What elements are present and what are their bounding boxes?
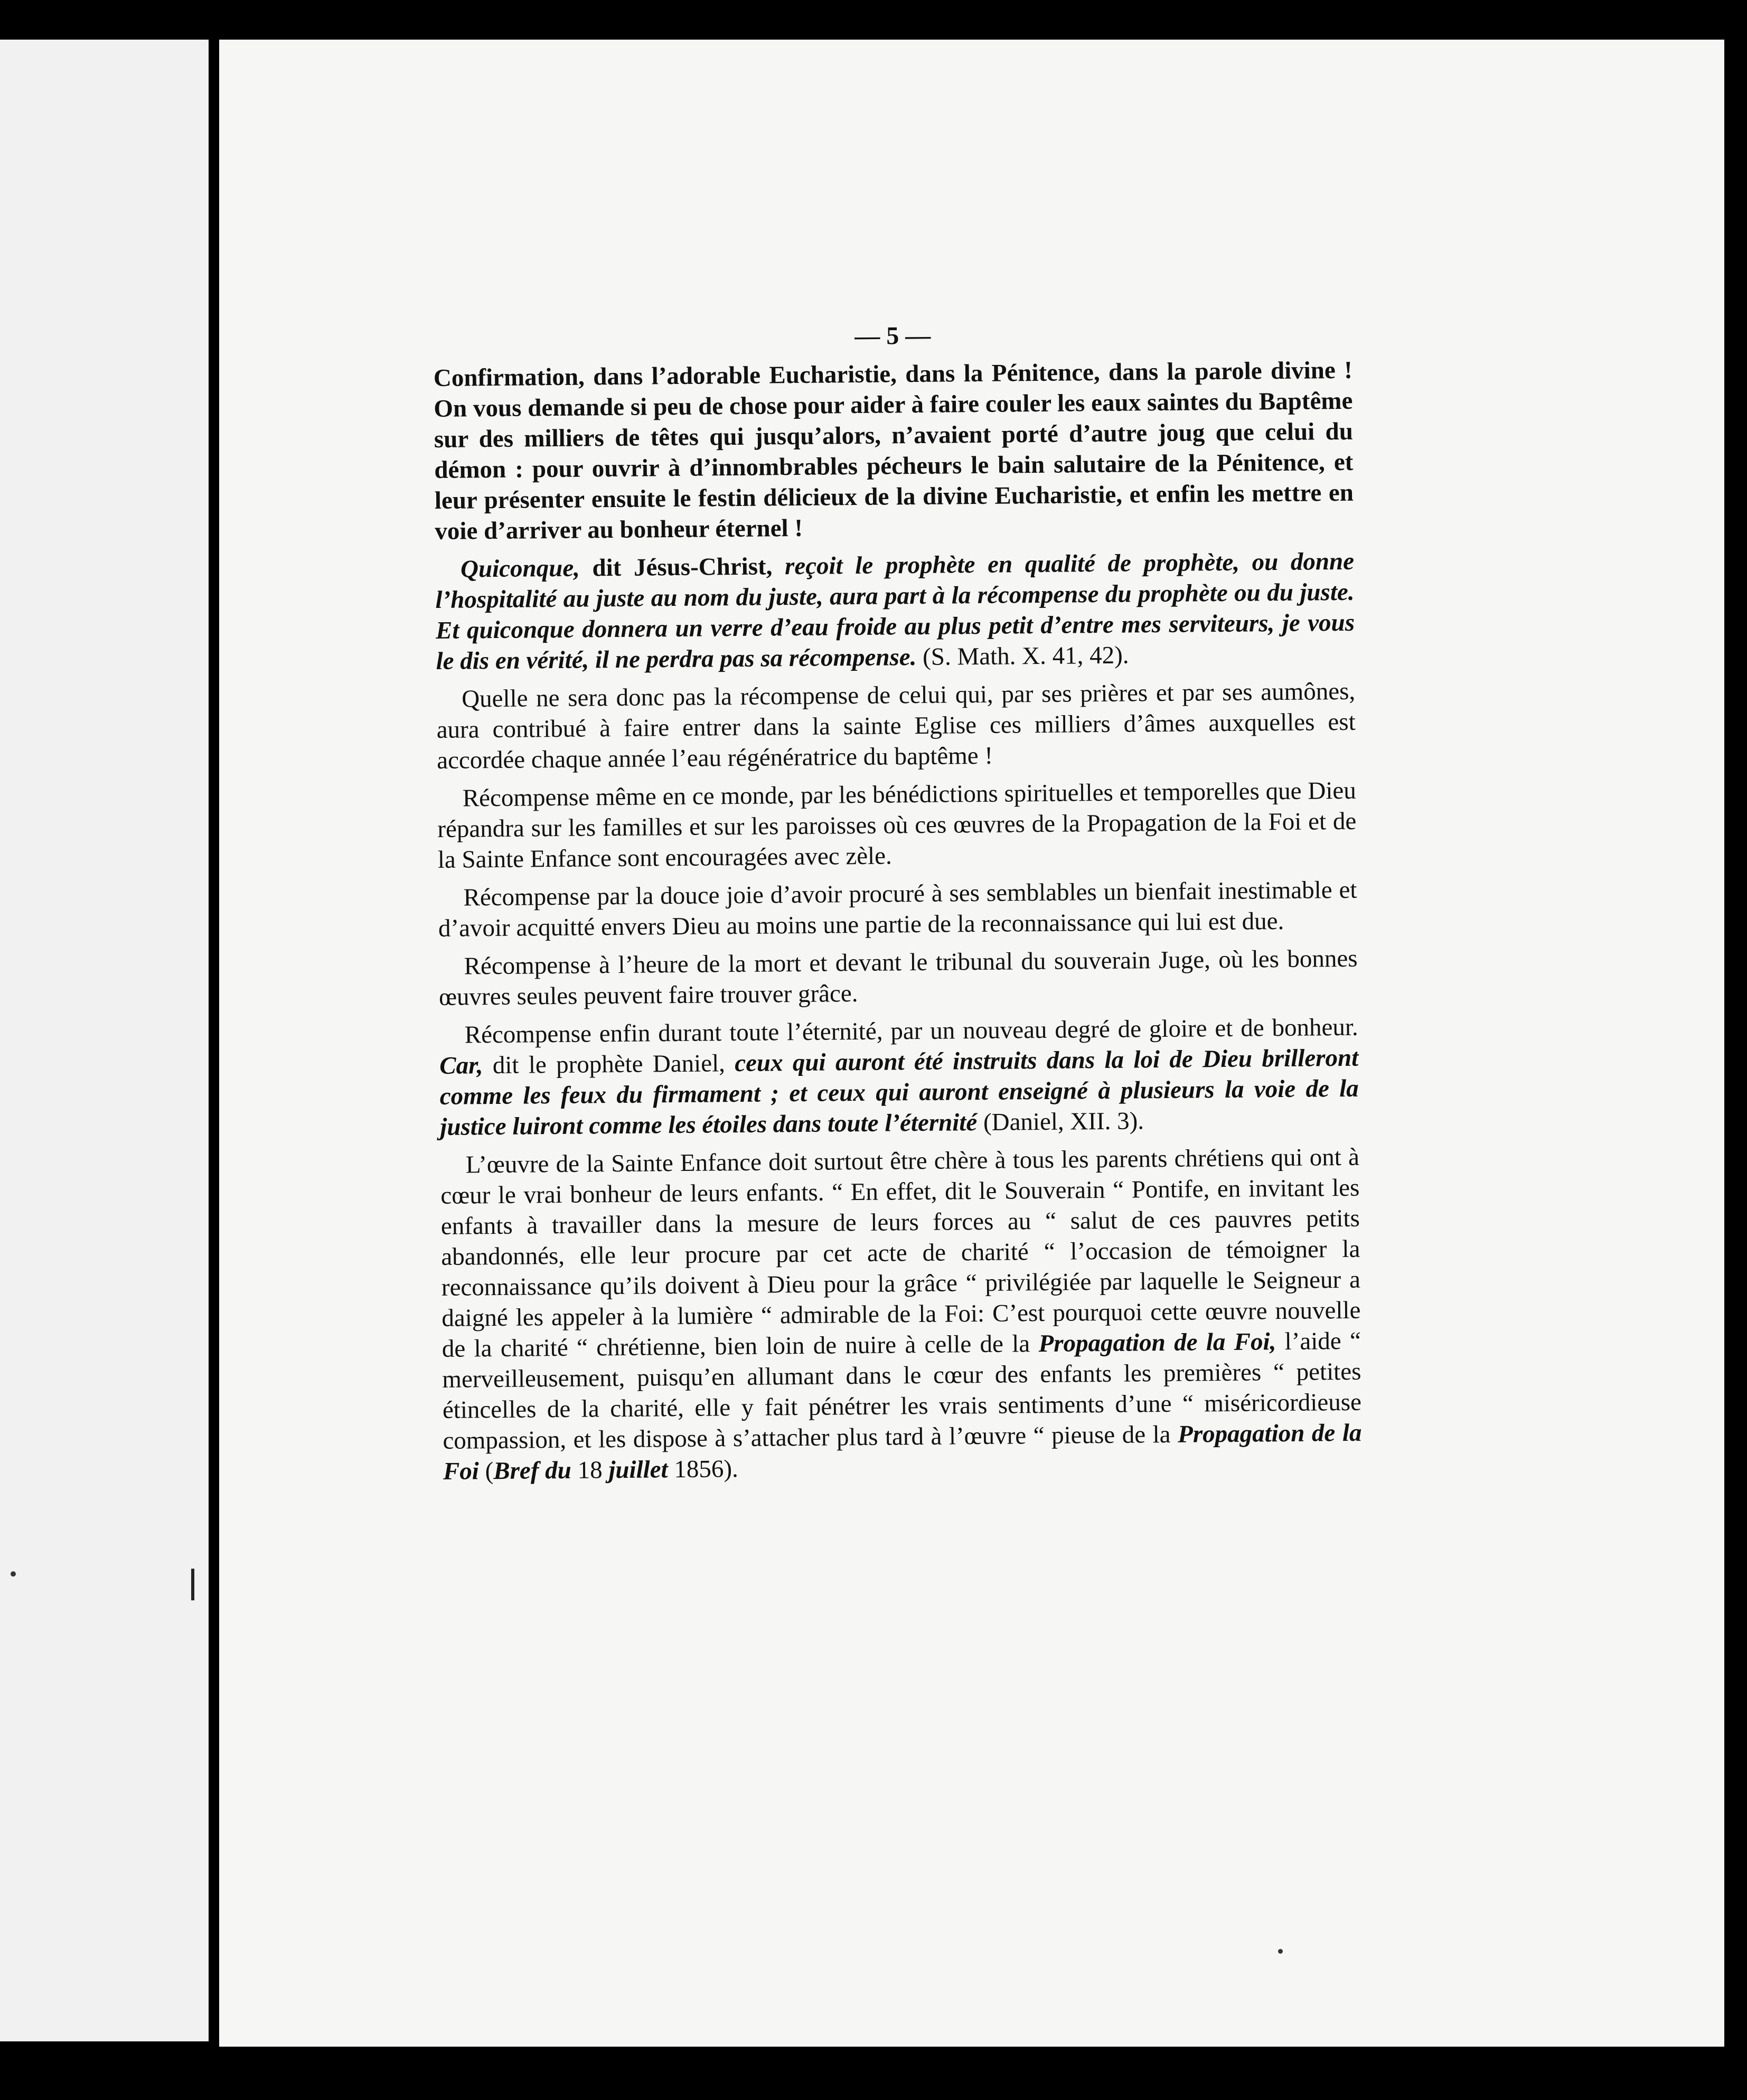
text-segment: Récompense même en ce monde, par les bénédictions spirituelles et temporelles que Dieu répandra sur les familles et sur les paroisses où ces œuvres de la Propagation de la Foi et de la Sainte Enfance sont encouragées avec zèle. [437,776,1357,874]
text-segment: dit le prophète Daniel, [483,1049,735,1080]
text-segment: ( [478,1457,494,1485]
text-segment: Propagation de la Foi, [1038,1328,1276,1358]
text-segment: Récompense par la douce joie d’avoir procuré à ses semblables un bienfait inestimable et d’avoir acquitté envers Dieu au moins une partie de la reconnaissance qui lui est due. [438,876,1357,942]
text-segment: (S. Math. X. 41, 42). [916,641,1129,671]
text-segment: Quelle ne sera donc pas la récompense de celui qui, par ses prières et par ses aumônes, aura contribué à faire entrer dans la sainte Eglise ces milliers d’âmes auxquelles est accordée chaque année l’eau régénératrice du baptême ! [436,677,1356,774]
text-segment: l’aide “ merveilleusement, puisqu’en allumant dans le cœur des enfants les premières “ petites étincelles de la charité, elle y fait pénétrer les vrais sentiments d’une “ miséricordieuse compassion, et les dispose à s’attacher plus tard à l’œuvre “ pieuse de la [442,1327,1362,1455]
paragraph-container [434,355,1363,1487]
text-segment: Récompense à l’heure de la mort et devant le tribunal du souverain Juge, où les bonnes œuvres seules peuvent faire trouver grâce. [438,944,1358,1011]
text-segment: L’œuvre de la Sainte Enfance doit surtout être chère à tous les parents chrétiens qui ont à cœur le vrai bonheur de leurs enfants. “ En effet, dit le Souverain “ Pontife, en invitant les enfants à travailler dans la mesure de leurs forces au “ salut de ces pauvres petits abandonnés, elle leur procure par cet acte de charité “ l’occasion de témoigner la reconnaissance qu’ils doivent à Dieu pour la grâce “ privilégiée par laquelle le Seigneur a daigné les appeler à la lumière “ admirable de la Foi: C’est pourquoi cette œuvre nouvelle de la charité “ chrétienne, bien loin de nuire à celle de la [440,1143,1361,1363]
text-segment: Confirmation, dans l’adorable Eucharistie, dans la Pénitence, dans la parole divine ! On vous demande si peu de chose pour aider à faire couler les eaux saintes du Baptême sur des milliers de têtes qui jusqu’alors, n’avaient porté d’autre joug que celui du démon : pour ouvrir à d’innombrables pécheurs le bain salutaire de la Pénitence, et leur présenter ensuite le festin délicieux de la divine Eucharistie, et enfin les mettre en voie d’arriver au bonheur éternel ! [433,356,1354,545]
paragraph-p4 [437,775,1357,875]
text-segment: reçoit le prophète en qualité de prophète, ou donne l’hospitalité au juste au nom du juste, aura part à la récompense du prophète ou du juste. Et quiconque donnera un verre d’eau froide au plus petit d’entre mes serviteurs, je vous le dis en vérité, il ne perdra pas sa récompense. [435,547,1355,675]
text-segment: Quiconque, [460,554,580,583]
paragraph-p3 [436,676,1356,776]
paragraph-p7 [439,1012,1359,1142]
text-segment: juillet [608,1456,668,1484]
scan-dot [11,1571,16,1577]
paragraph-p2 [435,546,1355,677]
text-segment: (Daniel, XII. 3). [976,1107,1144,1137]
paragraph-p6 [438,943,1358,1012]
paragraph-p1 [434,355,1354,547]
left-page-margin [0,40,209,2041]
page-body [433,317,1362,1494]
text-segment: dit Jésus-Christ, [579,552,785,582]
text-segment: Car, [439,1052,483,1080]
text-segment: 1856). [668,1455,738,1484]
text-segment: Bref du [493,1456,572,1485]
text-segment: Récompense enfin durant toute l’éternité, par un nouveau degré de gloire et de bonheur. [464,1013,1358,1049]
scan-mark-lower [191,1569,194,1600]
scan-dot-bottom [1278,1949,1283,1954]
text-segment: 18 [571,1456,609,1484]
text-segment: ceux qui auront été instruits dans la loi de Dieu brilleront comme les feux du firmament ; et ceux qui auront enseigné à plusieurs la voie de la justice luiront comme les étoiles dans toute l’éternité [439,1044,1359,1141]
page-number: — 5 — [854,321,931,351]
paragraph-p5 [438,875,1357,944]
text-segment: Propagation de la Foi [443,1419,1362,1485]
paragraph-p8 [440,1142,1363,1487]
